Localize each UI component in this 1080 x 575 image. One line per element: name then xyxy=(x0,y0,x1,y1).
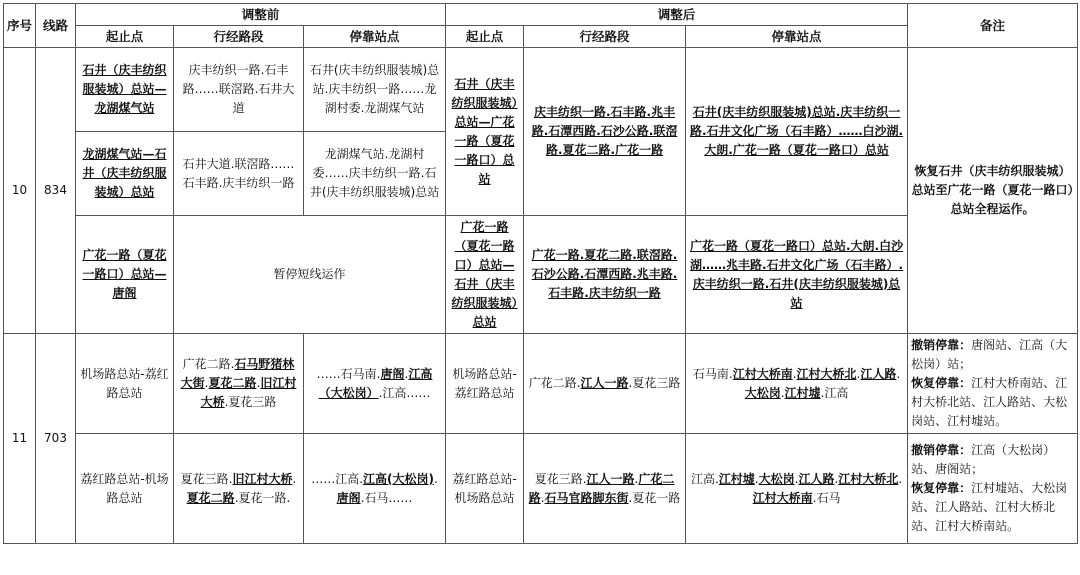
header-after-stops: 停靠站点 xyxy=(686,26,908,48)
header-before-start-end: 起止点 xyxy=(76,26,174,48)
stop-part: . xyxy=(794,471,799,486)
route-adjustment-table xyxy=(3,3,1078,544)
header-before-route: 行经路段 xyxy=(174,26,304,48)
route-part: . xyxy=(292,471,297,486)
header-before-stops: 停靠站点 xyxy=(304,26,446,48)
stop-part: ……江高. xyxy=(311,471,364,486)
r10-after2-stops: 广花一路（夏花一路口）总站.大朗.白沙湖……兆丰路.石井文化广场（石丰路）.庆丰纺织一路.石井(庆丰纺织服装城)总站 xyxy=(686,216,908,334)
route-part-changed: 石马官路脚东街 xyxy=(544,490,629,505)
header-after: 调整后 xyxy=(446,4,908,26)
remark-text: 唐阁站、江高（大松岗）站； xyxy=(911,338,1068,371)
route-part: 广花二路. xyxy=(182,357,235,371)
route-part: . xyxy=(540,490,545,505)
r10-before2-route: 石井大道.联滘路……石丰路.庆丰纺织一路 xyxy=(174,132,304,216)
stop-part: . xyxy=(780,385,785,400)
r10-before2-stops: 龙湖煤气站.龙湖村委……庆丰纺织一路.石井(庆丰纺织服装城)总站 xyxy=(304,132,446,216)
route-part-changed: 夏花二路 xyxy=(208,376,257,390)
stop-part: ……石马南. xyxy=(316,366,381,381)
r11-before1-start-end: 机场路总站-荔红路总站 xyxy=(76,334,174,434)
stop-part: . xyxy=(898,471,903,486)
r11-after1-start-end: 机场路总站-荔红路总站 xyxy=(446,334,524,434)
route-part-changed: 江人一路 xyxy=(580,376,629,390)
r11-before1-route xyxy=(174,334,304,434)
remark-label: 恢复停靠： xyxy=(911,376,972,390)
r11-before1-stops xyxy=(304,334,446,434)
route-part: 夏花三路. xyxy=(534,471,587,486)
remark-label: 撤销停靠： xyxy=(911,443,972,457)
stop-part: 江高. xyxy=(690,471,719,486)
stop-part-changed: 江人路 xyxy=(798,471,835,486)
r10-before1-route: 庆丰纺织一路.石丰路……联滘路.石井大道 xyxy=(174,48,304,132)
r10-line: 834 xyxy=(36,48,76,334)
stop-part-changed: 唐阁 xyxy=(336,490,361,505)
stop-part-changed: 江村大桥北 xyxy=(838,471,899,486)
r11-after1-stops xyxy=(686,334,908,434)
r11-before2-stops xyxy=(304,434,446,544)
r11-remark1 xyxy=(908,334,1078,434)
stop-part-changed: 江村大桥南 xyxy=(732,366,793,381)
stop-part: . xyxy=(792,366,797,381)
remark-label: 恢复停靠： xyxy=(911,481,972,495)
r10-before3-route: 暂停短线运作 xyxy=(174,216,446,334)
r10-before2-start-end: 龙湖煤气站—石井（庆丰纺织服装城）总站 xyxy=(76,132,174,216)
r11-line: 703 xyxy=(36,334,76,544)
stop-part-changed: 江人路 xyxy=(860,366,897,381)
stop-part-changed: 大松岗 xyxy=(758,471,795,486)
remark-text: 江高（大松岗）站、唐阁站； xyxy=(911,443,1056,476)
route-part-changed: 夏花二路 xyxy=(186,490,235,505)
stop-part: 石马南. xyxy=(692,366,733,381)
stop-part-changed: 江高(大松岗) xyxy=(363,471,434,486)
stop-part-changed: 大松岗 xyxy=(744,385,781,400)
r10-after2-start-end: 广花一路（夏花一路口）总站—石井（庆丰纺织服装城）总站 xyxy=(446,216,524,334)
header-after-start-end: 起止点 xyxy=(446,26,524,48)
route-part-changed: 江人一路 xyxy=(586,471,635,486)
stop-part-changed: 唐阁 xyxy=(380,366,405,381)
r10-after2-route: 广花一路.夏花二路.联滘路.石沙公路.石潭西路.兆丰路.石丰路.庆丰纺织一路 xyxy=(524,216,686,334)
stop-part: . xyxy=(834,471,839,486)
r11-after2-start-end: 荔红路总站-机场路总站 xyxy=(446,434,524,544)
header-before: 调整前 xyxy=(76,4,446,26)
route-part-changed: 石马野猪林大街 xyxy=(180,357,295,390)
remark-text: 江村大桥南站、江村大桥北站、江人路站、大松岗站、江村墟站。 xyxy=(911,376,1068,428)
stop-part-changed: 江村大桥南 xyxy=(752,490,813,505)
r10-before1-start-end: 石井（庆丰纺织服装城）总站—龙湖煤气站 xyxy=(76,48,174,132)
route-part: . xyxy=(204,376,209,390)
route-part: .夏花三路 xyxy=(628,376,681,390)
r10-after1-start-end: 石井（庆丰纺织服装城）总站—广花一路（夏花一路口）总站 xyxy=(446,48,524,216)
header-after-route: 行经路段 xyxy=(524,26,686,48)
stop-part: .江高…… xyxy=(378,385,431,400)
stop-part-changed: 江村墟 xyxy=(718,471,755,486)
r10-after1-stops: 石井(庆丰纺织服装城)总站.庆丰纺织一路.石井文化广场（石丰路）……白沙湖.大朗.广花一路（夏花一路口）总站 xyxy=(686,48,908,216)
r11-before2-route xyxy=(174,434,304,544)
route-part: .夏花三路 xyxy=(224,395,277,409)
stop-part: . xyxy=(434,471,438,486)
route-part: .夏花一路. xyxy=(234,490,291,505)
stop-part: .江高 xyxy=(820,385,849,400)
r11-after1-route xyxy=(524,334,686,434)
route-part: . xyxy=(634,471,639,486)
r11-seq: 11 xyxy=(4,334,36,544)
stop-part: .石马…… xyxy=(360,490,413,505)
remark-text: 江村墟站、大松岗站、江人路站、江村大桥北站、江村大桥南站。 xyxy=(911,481,1068,533)
stop-part: . xyxy=(754,471,759,486)
stop-part: . xyxy=(404,366,409,381)
r10-remark: 恢复石井（庆丰纺织服装城）总站至广花一路（夏花一路口）总站全程运作。 xyxy=(908,48,1078,334)
stop-part: . xyxy=(856,366,861,381)
r11-remark2 xyxy=(908,434,1078,544)
header-seq: 序号 xyxy=(4,4,36,48)
r11-before2-start-end: 荔红路总站-机场路总站 xyxy=(76,434,174,544)
header-line: 线路 xyxy=(36,4,76,48)
route-part: .夏花一路 xyxy=(628,490,681,505)
route-part: 广花二路. xyxy=(528,376,581,390)
stop-part: . xyxy=(896,366,901,381)
stop-part-changed: 江高（大松岗） xyxy=(318,366,433,400)
remark-label: 撤销停靠： xyxy=(911,338,972,352)
route-part-changed: 旧江村大桥 xyxy=(232,471,293,486)
route-part: 夏花三路. xyxy=(180,471,233,486)
stop-part-changed: 江村大桥北 xyxy=(796,366,857,381)
route-part-changed: 广花二路 xyxy=(528,471,675,505)
r10-seq: 10 xyxy=(4,48,36,334)
r10-after1-route: 庆丰纺织一路.石丰路.兆丰路.石潭西路.石沙公路.联滘路.夏花二路.广花一路 xyxy=(524,48,686,216)
route-part-changed: 旧江村大桥 xyxy=(200,376,297,409)
r10-before3-start-end: 广花一路（夏花一路口）总站—唐阁 xyxy=(76,216,174,334)
header-remark: 备注 xyxy=(908,4,1078,48)
stop-part: .石马 xyxy=(812,490,841,505)
r11-after2-route xyxy=(524,434,686,544)
route-part: . xyxy=(256,376,261,390)
stop-part-changed: 江村墟 xyxy=(784,385,821,400)
r11-after2-stops xyxy=(686,434,908,544)
r10-before1-stops: 石井(庆丰纺织服装城)总站.庆丰纺织一路……龙湖村委.龙湖煤气站 xyxy=(304,48,446,132)
